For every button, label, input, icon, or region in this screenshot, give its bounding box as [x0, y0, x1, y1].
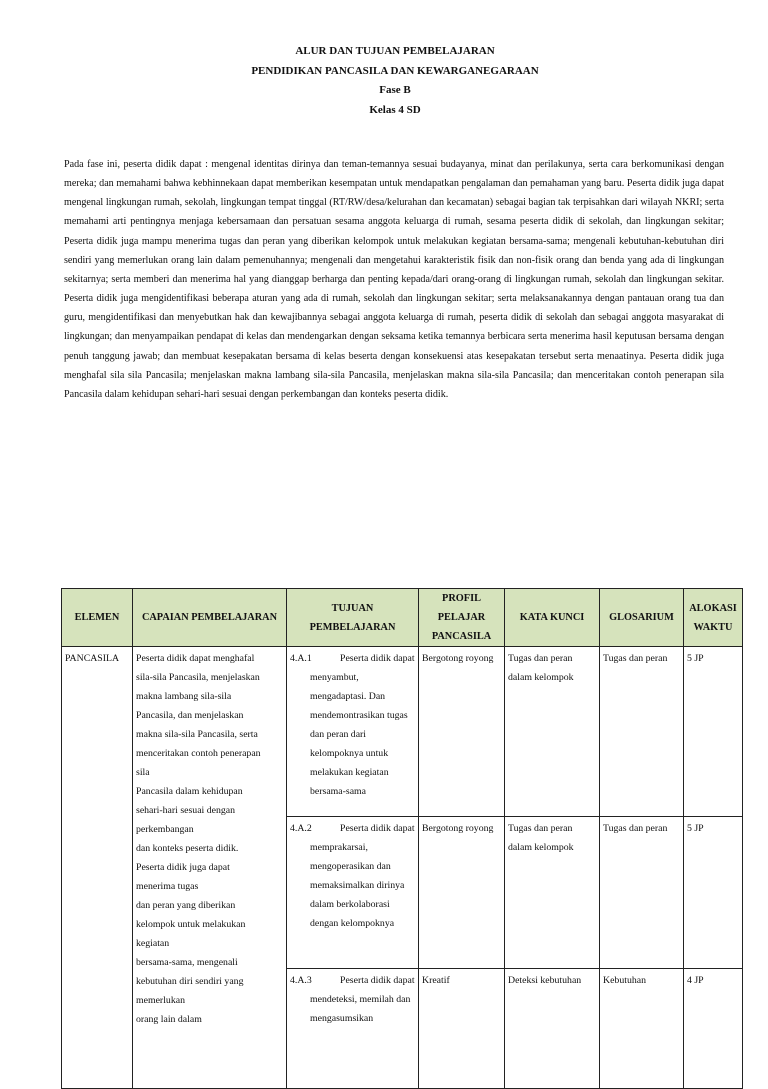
- capaian-line: sehari-hari sesuai dengan: [136, 805, 236, 816]
- tujuan-cell: [287, 969, 419, 1089]
- alokasi-cell: 5 JP: [684, 647, 743, 817]
- heading-grade: Kelas 4 SD: [369, 103, 421, 116]
- capaian-line: dan peran yang diberikan: [136, 900, 236, 911]
- capaian-line: menerima tugas: [136, 881, 199, 892]
- glosarium-cell: Tugas dan peran: [600, 817, 684, 969]
- elemen-cell: PANCASILA: [62, 647, 133, 1089]
- learning-objectives-table: [61, 588, 743, 1089]
- capaian-line: makna sila-sila Pancasila, serta: [136, 729, 258, 740]
- alokasi-cell: 4 JP: [684, 969, 743, 1089]
- capaian-line: kelompok untuk melakukan: [136, 919, 246, 930]
- tujuan-number: 4.A.3: [290, 975, 312, 986]
- capaian-line: memerlukan: [136, 995, 185, 1006]
- capaian-line: sila-sila Pancasila, menjelaskan: [136, 672, 260, 683]
- heading-subject: PENDIDIKAN PANCASILA DAN KEWARGANEGARAAN: [251, 64, 539, 77]
- capaian-line: Peserta didik juga dapat: [136, 862, 230, 873]
- capaian-line: bersama-sama, mengenali: [136, 957, 238, 968]
- tujuan-number: 4.A.2: [290, 823, 312, 834]
- capaian-line: orang lain dalam: [136, 1014, 202, 1025]
- header-elemen: ELEMEN: [62, 589, 133, 647]
- header-glosarium: GLOSARIUM: [600, 589, 684, 647]
- header-alokasi: ALOKASI WAKTU: [684, 589, 743, 647]
- document-heading: [0, 42, 768, 120]
- glosarium-cell: Kebutuhan: [600, 969, 684, 1089]
- kata-kunci-cell: Deteksi kebutuhan: [505, 969, 600, 1089]
- heading-phase: Fase B: [379, 84, 411, 96]
- glosarium-cell: Tugas dan peran: [600, 647, 684, 817]
- header-capaian: CAPAIAN PEMBELAJARAN: [133, 589, 287, 647]
- tujuan-cell: [287, 817, 419, 969]
- alokasi-cell: 5 JP: [684, 817, 743, 969]
- capaian-line: menceritakan contoh penerapan: [136, 748, 261, 759]
- tujuan-text: Peserta didik dapat menyambut, mengadaptasi. Dan mendemontrasikan tugas dan peran dari kelompoknya untuk melakukan kegiatan bersama-sama: [310, 653, 415, 797]
- capaian-line: dan konteks peserta didik.: [136, 843, 239, 854]
- capaian-line: Pancasila, dan menjelaskan: [136, 710, 244, 721]
- kata-kunci-cell: Tugas dan peran dalam kelompok: [505, 647, 600, 817]
- capaian-line: kegiatan: [136, 938, 170, 949]
- tujuan-text: Peserta didik dapat mendeteksi, memilah dan mengasumsikan: [310, 975, 415, 1024]
- tujuan-text: Peserta didik dapat memprakarsai, mengoperasikan dan memaksimalkan dirinya dalam berkolaborasi dengan kelompoknya: [310, 823, 415, 929]
- heading-title: ALUR DAN TUJUAN PEMBELAJARAN: [295, 45, 495, 57]
- capaian-lines: [136, 649, 283, 1029]
- tujuan-cell: [287, 647, 419, 817]
- kata-kunci-cell: Tugas dan peran dalam kelompok: [505, 817, 600, 969]
- table-header-row: [62, 589, 743, 647]
- capaian-line: Pancasila dalam kehidupan: [136, 786, 243, 797]
- profil-cell: Bergotong royong: [419, 817, 505, 969]
- tujuan-number: 4.A.1: [290, 653, 312, 664]
- capaian-line: perkembangan: [136, 824, 194, 835]
- capaian-line: makna lambang sila-sila: [136, 691, 232, 702]
- capaian-line: kebutuhan diri sendiri yang: [136, 976, 244, 987]
- capaian-cell: [133, 647, 287, 1089]
- capaian-line: Peserta didik dapat menghafal: [136, 653, 255, 664]
- table-row: [62, 647, 743, 817]
- header-kata-kunci: KATA KUNCI: [505, 589, 600, 647]
- profil-cell: Kreatif: [419, 969, 505, 1089]
- intro-paragraph: Pada fase ini, peserta didik dapat : mengenal identitas dirinya dan teman-temannya sesuai budayanya, minat dan perilakunya, serta cara berkomunikasi dengan mereka; dan memahami bahwa kebhinnekaan dapat memberikan kesempatan untuk mendapatkan pengalaman dan pemahaman yang baru. Peserta didik juga dapat mengenal lingkungan rumah, sekolah, lingkungan tempat tinggal (RT/RW/desa/kelurahan dan kecamatan) sebagai bagian tak terpisahkan dari wilayah NKRI; serta memahami arti pentingnya menjaga kebersamaan dan persatuan sesama anggota keluarga di rumah, sesama peserta didik di sekolah, dan lingkungan sekitar; Peserta didik juga mampu menerima tugas dan peran yang diberikan kelompok untuk melakukan kegiatan bersama-sama; mengenali kebutuhan-kebutuhan diri sendiri yang memerlukan orang lain dalam pemenuhannya; mengenali dan mengetahui karakteristik fisik dan non-fisik orang dan benda yang ada di lingkungan sekitarnya; serta memberi dan menerima hal yang dianggap berharga dan penting kepada/dari orang-orang di lingkungan rumah, sekolah dan lingkungan sekitar. Peserta didik juga mengidentifikasi beberapa aturan yang ada di rumah, sekolah dan lingkungan sekitar; serta melaksanakannya dengan pantauan orang tua dan guru, mengidentifikasi dan menyebutkan hak dan kewajibannya sebagai anggota keluarga di rumah, peserta didik di sekolah dan sebagai anggota masyarakat di lingkungan; dan menyampaikan pendapat di kelas dan mendengarkan dengan seksama ketika temannya berbicara serta menerima hasil keputusan bersama dengan penuh tanggung jawab; dan membuat kesepakatan bersama di kelas beserta dengan konsekuensi atas kesepakatan tersebut serta menaatinya. Peserta didik juga menghafal sila sila Pancasila; menjelaskan makna lambang sila-sila Pancasila, menjelaskan makna sila-sila Pancasila; dan menceritakan contoh penerapan sila Pancasila dalam kehidupan sehari-hari sesuai dengan perkembangan dan konteks peserta didik.: [64, 159, 724, 400]
- header-profil: PROFIL PELAJAR PANCASILA: [419, 589, 505, 647]
- capaian-line: sila: [136, 767, 150, 778]
- profil-cell: Bergotong royong: [419, 647, 505, 817]
- header-tujuan: TUJUAN PEMBELAJARAN: [287, 589, 419, 647]
